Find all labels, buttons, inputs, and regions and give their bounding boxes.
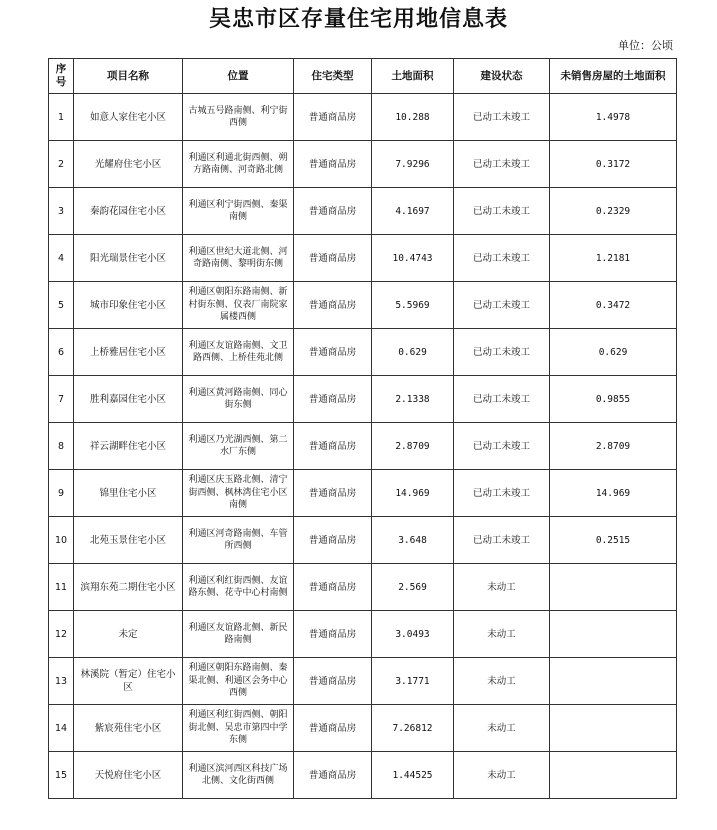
cell-location: 利通区乃光湖西侧、第二水厂东侧 [183,423,294,470]
cell-housing-type: 普通商品房 [294,564,372,611]
cell-housing-type: 普通商品房 [294,94,372,141]
cell-land-area: 2.8709 [372,423,454,470]
cell-build-status: 已动工未竣工 [454,423,550,470]
cell-unsold-area [550,752,677,799]
cell-location: 利通区利宁街西侧、秦渠南侧 [183,188,294,235]
cell-build-status: 已动工未竣工 [454,470,550,517]
table-row [49,329,677,376]
table-row [49,376,677,423]
cell-project-name: 紫宸苑住宅小区 [74,705,183,752]
cell-unsold-area: 0.3472 [550,282,677,329]
cell-land-area: 7.9296 [372,141,454,188]
table-row [49,517,677,564]
cell-index: 1 [49,94,74,141]
cell-unsold-area: 14.969 [550,470,677,517]
cell-index: 2 [49,141,74,188]
cell-location: 利通区友谊路北侧、新民路南侧 [183,611,294,658]
cell-housing-type: 普通商品房 [294,376,372,423]
cell-housing-type: 普通商品房 [294,141,372,188]
cell-location: 利通区庆玉路北侧、清宁街西侧、枫林湾住宅小区南侧 [183,470,294,517]
cell-unsold-area: 0.629 [550,329,677,376]
header-land-area: 土地面积 [372,59,454,94]
cell-location: 利通区世纪大道北侧、河奇路南侧、黎明街东侧 [183,235,294,282]
cell-land-area: 3.648 [372,517,454,564]
table-row [49,705,677,752]
cell-project-name: 上桥雅居住宅小区 [74,329,183,376]
table-row [49,752,677,799]
cell-build-status: 已动工未竣工 [454,188,550,235]
land-info-table [48,58,677,799]
cell-project-name: 天悦府住宅小区 [74,752,183,799]
cell-project-name: 滨翔东苑二期住宅小区 [74,564,183,611]
cell-project-name: 城市印象住宅小区 [74,282,183,329]
cell-build-status: 已动工未竣工 [454,517,550,564]
cell-build-status: 已动工未竣工 [454,329,550,376]
cell-project-name: 锦里住宅小区 [74,470,183,517]
cell-index: 10 [49,517,74,564]
cell-project-name: 未定 [74,611,183,658]
header-housing-type: 住宅类型 [294,59,372,94]
cell-unsold-area: 1.4978 [550,94,677,141]
cell-housing-type: 普通商品房 [294,235,372,282]
cell-housing-type: 普通商品房 [294,658,372,705]
cell-index: 13 [49,658,74,705]
cell-unsold-area [550,564,677,611]
cell-build-status: 已动工未竣工 [454,282,550,329]
table-body [49,94,677,799]
header-location: 位置 [183,59,294,94]
cell-location: 古城五号路南侧、利宁街西侧 [183,94,294,141]
header-index: 序号 [49,59,74,94]
unit-label: 单位：公顷 [618,39,673,52]
cell-land-area: 7.26812 [372,705,454,752]
cell-build-status: 已动工未竣工 [454,141,550,188]
cell-build-status: 未动工 [454,658,550,705]
cell-build-status: 已动工未竣工 [454,94,550,141]
cell-build-status: 未动工 [454,752,550,799]
cell-index: 7 [49,376,74,423]
cell-land-area: 1.44525 [372,752,454,799]
cell-location: 利通区友谊路南侧、文卫路西侧、上桥佳苑北侧 [183,329,294,376]
cell-land-area: 5.5969 [372,282,454,329]
cell-housing-type: 普通商品房 [294,423,372,470]
cell-build-status: 已动工未竣工 [454,235,550,282]
cell-project-name: 阳光瑞景住宅小区 [74,235,183,282]
cell-build-status: 未动工 [454,611,550,658]
table-row [49,282,677,329]
cell-unsold-area [550,705,677,752]
cell-unsold-area: 0.3172 [550,141,677,188]
cell-location: 利通区朝阳东路南侧、新村街东侧、仪表厂南院家属楼西侧 [183,282,294,329]
table-row [49,611,677,658]
cell-index: 8 [49,423,74,470]
cell-land-area: 14.969 [372,470,454,517]
cell-housing-type: 普通商品房 [294,611,372,658]
cell-land-area: 4.1697 [372,188,454,235]
table-row [49,94,677,141]
cell-index: 4 [49,235,74,282]
cell-housing-type: 普通商品房 [294,282,372,329]
cell-build-status: 未动工 [454,564,550,611]
cell-housing-type: 普通商品房 [294,188,372,235]
cell-land-area: 2.1338 [372,376,454,423]
cell-housing-type: 普通商品房 [294,470,372,517]
page-title: 吴忠市区存量住宅用地信息表 [208,6,508,32]
cell-index: 14 [49,705,74,752]
cell-index: 15 [49,752,74,799]
header-project-name: 项目名称 [74,59,183,94]
cell-location: 利通区河奇路南侧、车管所西侧 [183,517,294,564]
cell-project-name: 胜利嘉园住宅小区 [74,376,183,423]
cell-build-status: 未动工 [454,705,550,752]
cell-unsold-area: 0.2329 [550,188,677,235]
cell-location: 利通区滨河西区科技广场北侧、文化街西侧 [183,752,294,799]
cell-project-name: 林溪院（暂定）住宅小区 [74,658,183,705]
cell-location: 利通区利通北街西侧、朔方路南侧、河奇路北侧 [183,141,294,188]
cell-land-area: 0.629 [372,329,454,376]
cell-housing-type: 普通商品房 [294,329,372,376]
cell-project-name: 祥云湖畔住宅小区 [74,423,183,470]
table-row [49,141,677,188]
cell-location: 利通区利红街西侧、朝阳街北侧、吴忠市第四中学东侧 [183,705,294,752]
cell-unsold-area [550,611,677,658]
cell-index: 12 [49,611,74,658]
header-row [49,59,677,94]
cell-housing-type: 普通商品房 [294,705,372,752]
cell-land-area: 3.0493 [372,611,454,658]
table-row [49,564,677,611]
cell-land-area: 3.1771 [372,658,454,705]
cell-index: 11 [49,564,74,611]
table-row [49,658,677,705]
cell-project-name: 光耀府住宅小区 [74,141,183,188]
cell-index: 3 [49,188,74,235]
cell-land-area: 10.288 [372,94,454,141]
cell-project-name: 秦韵花园住宅小区 [74,188,183,235]
cell-location: 利通区朝阳东路南侧、秦渠北侧、利通区会务中心西侧 [183,658,294,705]
cell-index: 9 [49,470,74,517]
cell-unsold-area [550,658,677,705]
table-row [49,188,677,235]
cell-housing-type: 普通商品房 [294,517,372,564]
cell-unsold-area: 2.8709 [550,423,677,470]
cell-land-area: 10.4743 [372,235,454,282]
cell-build-status: 已动工未竣工 [454,376,550,423]
cell-unsold-area: 0.2515 [550,517,677,564]
cell-project-name: 北苑玉景住宅小区 [74,517,183,564]
table-row [49,423,677,470]
cell-location: 利通区黄河路南侧、同心街东侧 [183,376,294,423]
cell-housing-type: 普通商品房 [294,752,372,799]
cell-project-name: 如意人家住宅小区 [74,94,183,141]
header-build-status: 建设状态 [454,59,550,94]
cell-index: 5 [49,282,74,329]
cell-location: 利通区利红街西侧、友谊路东侧、花寺中心村南侧 [183,564,294,611]
cell-land-area: 2.569 [372,564,454,611]
table-row [49,470,677,517]
cell-index: 6 [49,329,74,376]
cell-unsold-area: 0.9855 [550,376,677,423]
table-header [49,59,677,94]
cell-unsold-area: 1.2181 [550,235,677,282]
header-unsold-area: 未销售房屋的土地面积 [550,59,677,94]
table-row [49,235,677,282]
